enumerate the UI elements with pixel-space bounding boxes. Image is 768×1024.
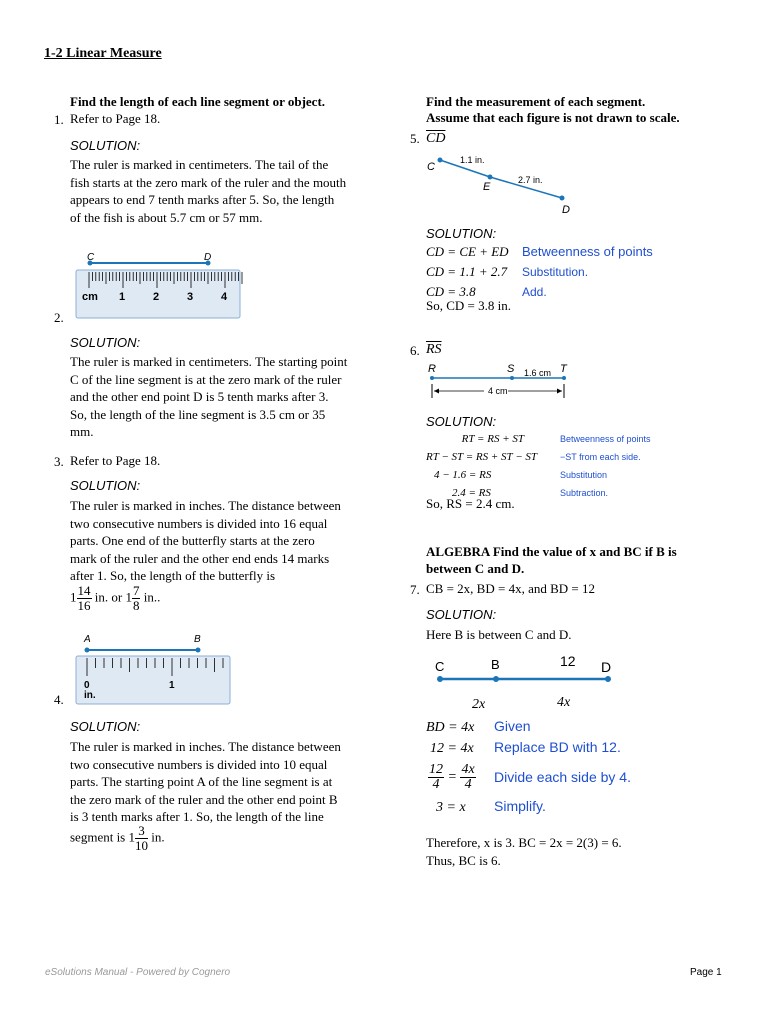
point-s (510, 376, 514, 380)
q7-final-1: Therefore, x is 3. BC = 2x = 2(3) = 6. (426, 835, 622, 850)
q5-solution-label: SOLUTION: (426, 226, 497, 241)
algebra-heading-1: ALGEBRA Find the value of x and BC if B is (426, 544, 677, 559)
q7-number: 7. (410, 582, 420, 597)
label-d: D (601, 659, 612, 675)
label-b: B (491, 657, 500, 672)
tick-label-1: 1 (169, 680, 175, 691)
label-c: C (87, 252, 95, 263)
ruler-unit: in. (84, 690, 96, 701)
ruler-body (76, 656, 230, 704)
q7-final-2: Thus, BC is 6. (426, 853, 501, 868)
left-heading: Find the length of each line segment or object. (70, 94, 326, 109)
q5-equations: CD = CE + ED Betweenness of points CD = 1.1 + 2.7 Substitution. CD = 3.8 Add. (426, 244, 653, 299)
q1-solution-label: SOLUTION: (70, 138, 141, 153)
q6-final: So, RS = 2.4 cm. (426, 496, 515, 511)
label-t: T (560, 363, 567, 375)
q6-number: 6. (410, 343, 420, 358)
label-c: C (427, 161, 435, 173)
label-cb: 2x (472, 697, 486, 712)
q2-number: 2. (54, 310, 64, 325)
q1-text: Refer to Page 18. (70, 111, 161, 126)
q4-solution: The ruler is marked in inches. The distance between two consecutive numbers is divided into 10 equal parts. The starting point A of the line segment is at the zero mark of the ruler and the other end point B is 3 tenth marks after 1. So, the length of the line (70, 739, 341, 824)
point-b (493, 676, 499, 682)
q2-solution-label: SOLUTION: (70, 335, 141, 350)
tick-label-4: 4 (221, 291, 228, 303)
label-b: B (194, 634, 201, 645)
right-heading-2: Assume that each figure is not drawn to scale. (426, 110, 680, 125)
inch-ruler-figure (72, 630, 236, 708)
q7-segment-figure (430, 650, 620, 714)
q7-equations: BD = 4x Given 12 = 4x Replace BD with 12. $\frac{12}{4}$ = $\frac{4x}{4}$ Divide each side by 4. 3 = x Simplify. (426, 718, 631, 815)
point-a (85, 648, 90, 653)
label-ed: 2.7 in. (518, 175, 543, 185)
point-b (196, 648, 201, 653)
label-r: R (428, 363, 436, 375)
label-d: D (562, 204, 570, 216)
point-c (437, 676, 443, 682)
cm-ruler-figure (72, 250, 244, 322)
q3-solution: The ruler is marked in inches. The distance between two consecutive numbers is divided into 16 equal parts. One end of the butterfly starts at the zero mark of the ruler and the other end ends 14 marks after 1. So, the length of the butterfly is (70, 498, 341, 583)
point-t (562, 376, 566, 380)
ruler-unit: cm (82, 291, 98, 303)
q5-final: So, CD = 3.8 in. (426, 298, 511, 313)
label-ce: 1.1 in. (460, 155, 485, 165)
algebra-heading-2: between C and D. (426, 561, 525, 576)
tick-label-3: 3 (187, 291, 194, 303)
q7-text: CB = 2x, BD = 4x, and BD = 12 (426, 581, 595, 596)
point-e (488, 175, 493, 180)
q6-solution-label: SOLUTION: (426, 414, 497, 429)
q5-segment-figure (424, 150, 584, 218)
q6-equations: RT = RS + ST Betweenness of points RT − ST = RS + ST − ST −ST from each side. 4 − 1.6 = RS Substitution 2.4 = RS Subtraction. (426, 433, 651, 499)
q1-number: 1. (54, 112, 64, 127)
q3-number: 3. (54, 454, 64, 469)
q7-solution-label: SOLUTION: (426, 607, 497, 622)
label-a: A (84, 634, 91, 645)
tick-label-1: 1 (119, 291, 126, 303)
right-heading-1: Find the measurement of each segment. (426, 94, 646, 109)
label-bd: 4x (557, 695, 571, 710)
label-c: C (435, 659, 445, 674)
point-d (560, 196, 565, 201)
label-d: D (204, 252, 212, 263)
label-st: 1.6 cm (524, 368, 552, 378)
tick-label-0: 0 (84, 680, 90, 691)
q3-text: Refer to Page 18. (70, 453, 161, 468)
tick-label-2: 2 (153, 291, 160, 303)
label-e: E (483, 181, 491, 193)
q4-solution-label: SOLUTION: (70, 719, 141, 734)
label-s: S (507, 363, 515, 375)
q3-solution-label: SOLUTION: (70, 478, 141, 493)
label-bd-length: 12 (560, 653, 576, 669)
point-d (605, 676, 611, 682)
q4-number: 4. (54, 692, 64, 707)
label-rt: 4 cm (488, 386, 508, 396)
footer-credit: eSolutions Manual - Powered by Cognero (45, 967, 231, 978)
point-c (438, 158, 443, 163)
q6-segment-figure (424, 360, 574, 404)
q5-segment: $\overline{CD}$ (426, 131, 446, 146)
q6-segment: $\overline{RS}$ (426, 342, 442, 357)
point-r (430, 376, 434, 380)
q7-intro: Here B is between C and D. (426, 627, 572, 642)
q4-fraction-answer: segment is 1 $\frac{3}{10}$ in. (70, 823, 165, 853)
q5-number: 5. (410, 131, 420, 146)
page-title: 1-2 Linear Measure (44, 46, 162, 61)
q3-fraction-answer: 1 $\frac{14}{16}$ in. or 1 $\frac{7}{8}$ in.. (70, 583, 161, 613)
q2-solution: The ruler is marked in centimeters. The starting point C of the line segment is at the zero mark of the ruler and the other end point D is 5 tenth marks after 3. So, the length of the line segment is 3.5 cm or 35 mm. (70, 354, 348, 439)
q1-solution: The ruler is marked in centimeters. The tail of the fish starts at the zero mark of the ruler and the mouth appears to end 7 tenth marks after 5. So, the length of the fish is about 5.7 cm or 57 mm. (70, 157, 347, 225)
page-number: Page 1 (690, 967, 722, 978)
